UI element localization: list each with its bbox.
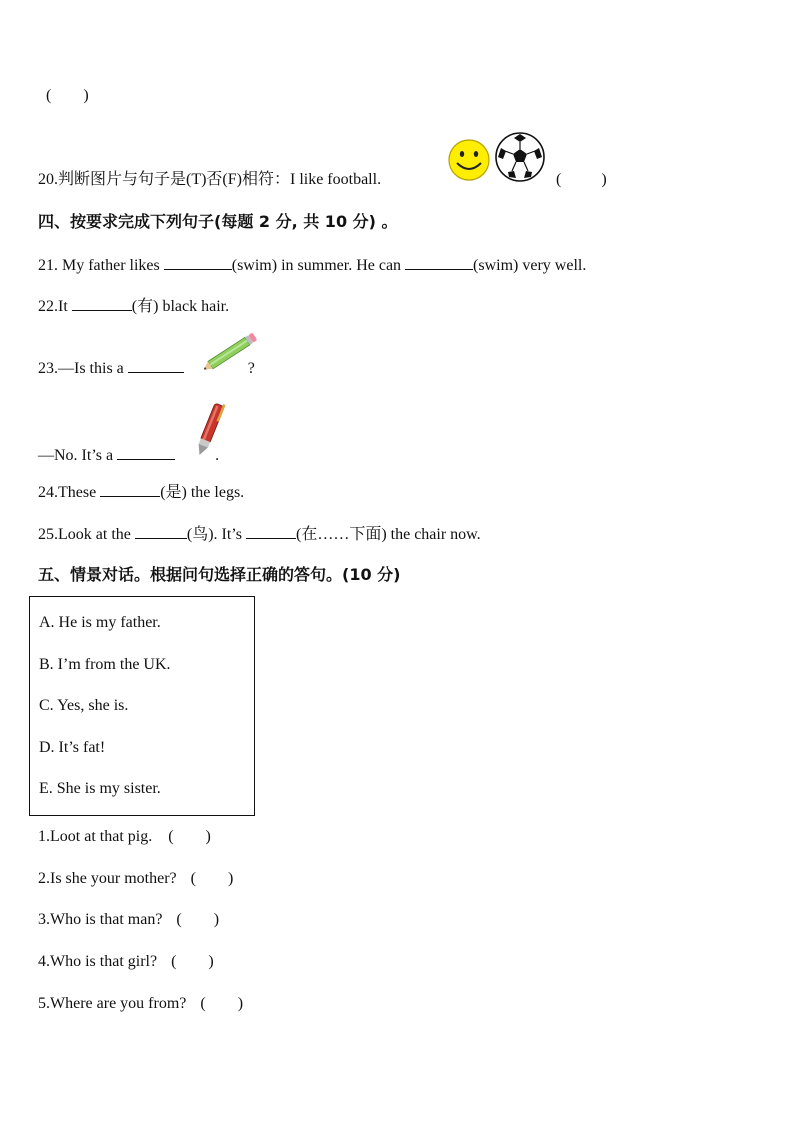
dialogue-question-3: 3.Who is that man? ( ) [38, 911, 220, 928]
answer-blank[interactable] [128, 358, 184, 373]
question-24: 24.These (是) the legs. [38, 484, 245, 501]
answer-blank[interactable] [100, 482, 160, 497]
answer-blank[interactable] [117, 445, 175, 460]
answer-blank[interactable] [164, 255, 232, 270]
soccer-ball-icon [494, 131, 546, 183]
option-b: B. I’m from the UK. [39, 656, 171, 673]
answer-parenthesis[interactable]: ( ) [200, 995, 244, 1012]
dialogue-question-5: 5.Where are you from? ( ) [38, 995, 244, 1012]
answer-options-box [29, 596, 255, 816]
option-e: E. She is my sister. [39, 780, 161, 797]
smiley-face-icon [447, 138, 491, 182]
option-c: C. Yes, she is. [39, 697, 129, 714]
dialogue-question-2: 2.Is she your mother? ( ) [38, 870, 234, 887]
section-5-title: 五、情景对话。根据问句选择正确的答句。(10 分) [38, 565, 401, 584]
dialogue-question-1: 1.Loot at that pig. ( ) [38, 828, 211, 845]
question-20 [38, 170, 381, 190]
answer-blank[interactable] [246, 524, 296, 539]
section-4-title: 四、按要求完成下列句子(每题 2 分, 共 10 分) 。 [38, 212, 398, 231]
answer-blank[interactable] [72, 296, 132, 311]
question-20-answer-parenthesis[interactable]: ( ) [556, 171, 607, 188]
pen-icon [188, 397, 232, 461]
pencil-icon [199, 331, 261, 375]
answer-parenthesis[interactable]: ( ) [168, 828, 211, 845]
question-20-text: 20.判断图片与句子是(T)否(F)相符：I like football. [38, 171, 382, 188]
answer-parenthesis[interactable]: ( ) [176, 911, 220, 928]
question-23-line-2: —No. It’s a . [38, 447, 220, 464]
answer-blank[interactable] [405, 255, 473, 270]
question-21: 21. My father likes (swim) in summer. He can (swim) very well. [38, 257, 587, 274]
question-22: 22.It (有) black hair. [38, 298, 230, 315]
option-d: D. It’s fat! [39, 739, 106, 756]
option-a: A. He is my father. [39, 614, 161, 631]
question-23-line-1: 23.—Is this a ? [38, 360, 255, 377]
answer-blank[interactable] [135, 524, 187, 539]
question-25: 25.Look at the (鸟). It’s (在……下面) the chair now. [38, 526, 481, 543]
answer-parenthesis[interactable]: ( ) [190, 870, 234, 887]
answer-parenthesis[interactable]: ( ) [46, 87, 89, 104]
dialogue-question-4: 4.Who is that girl? ( ) [38, 953, 214, 970]
answer-parenthesis[interactable]: ( ) [171, 953, 214, 970]
